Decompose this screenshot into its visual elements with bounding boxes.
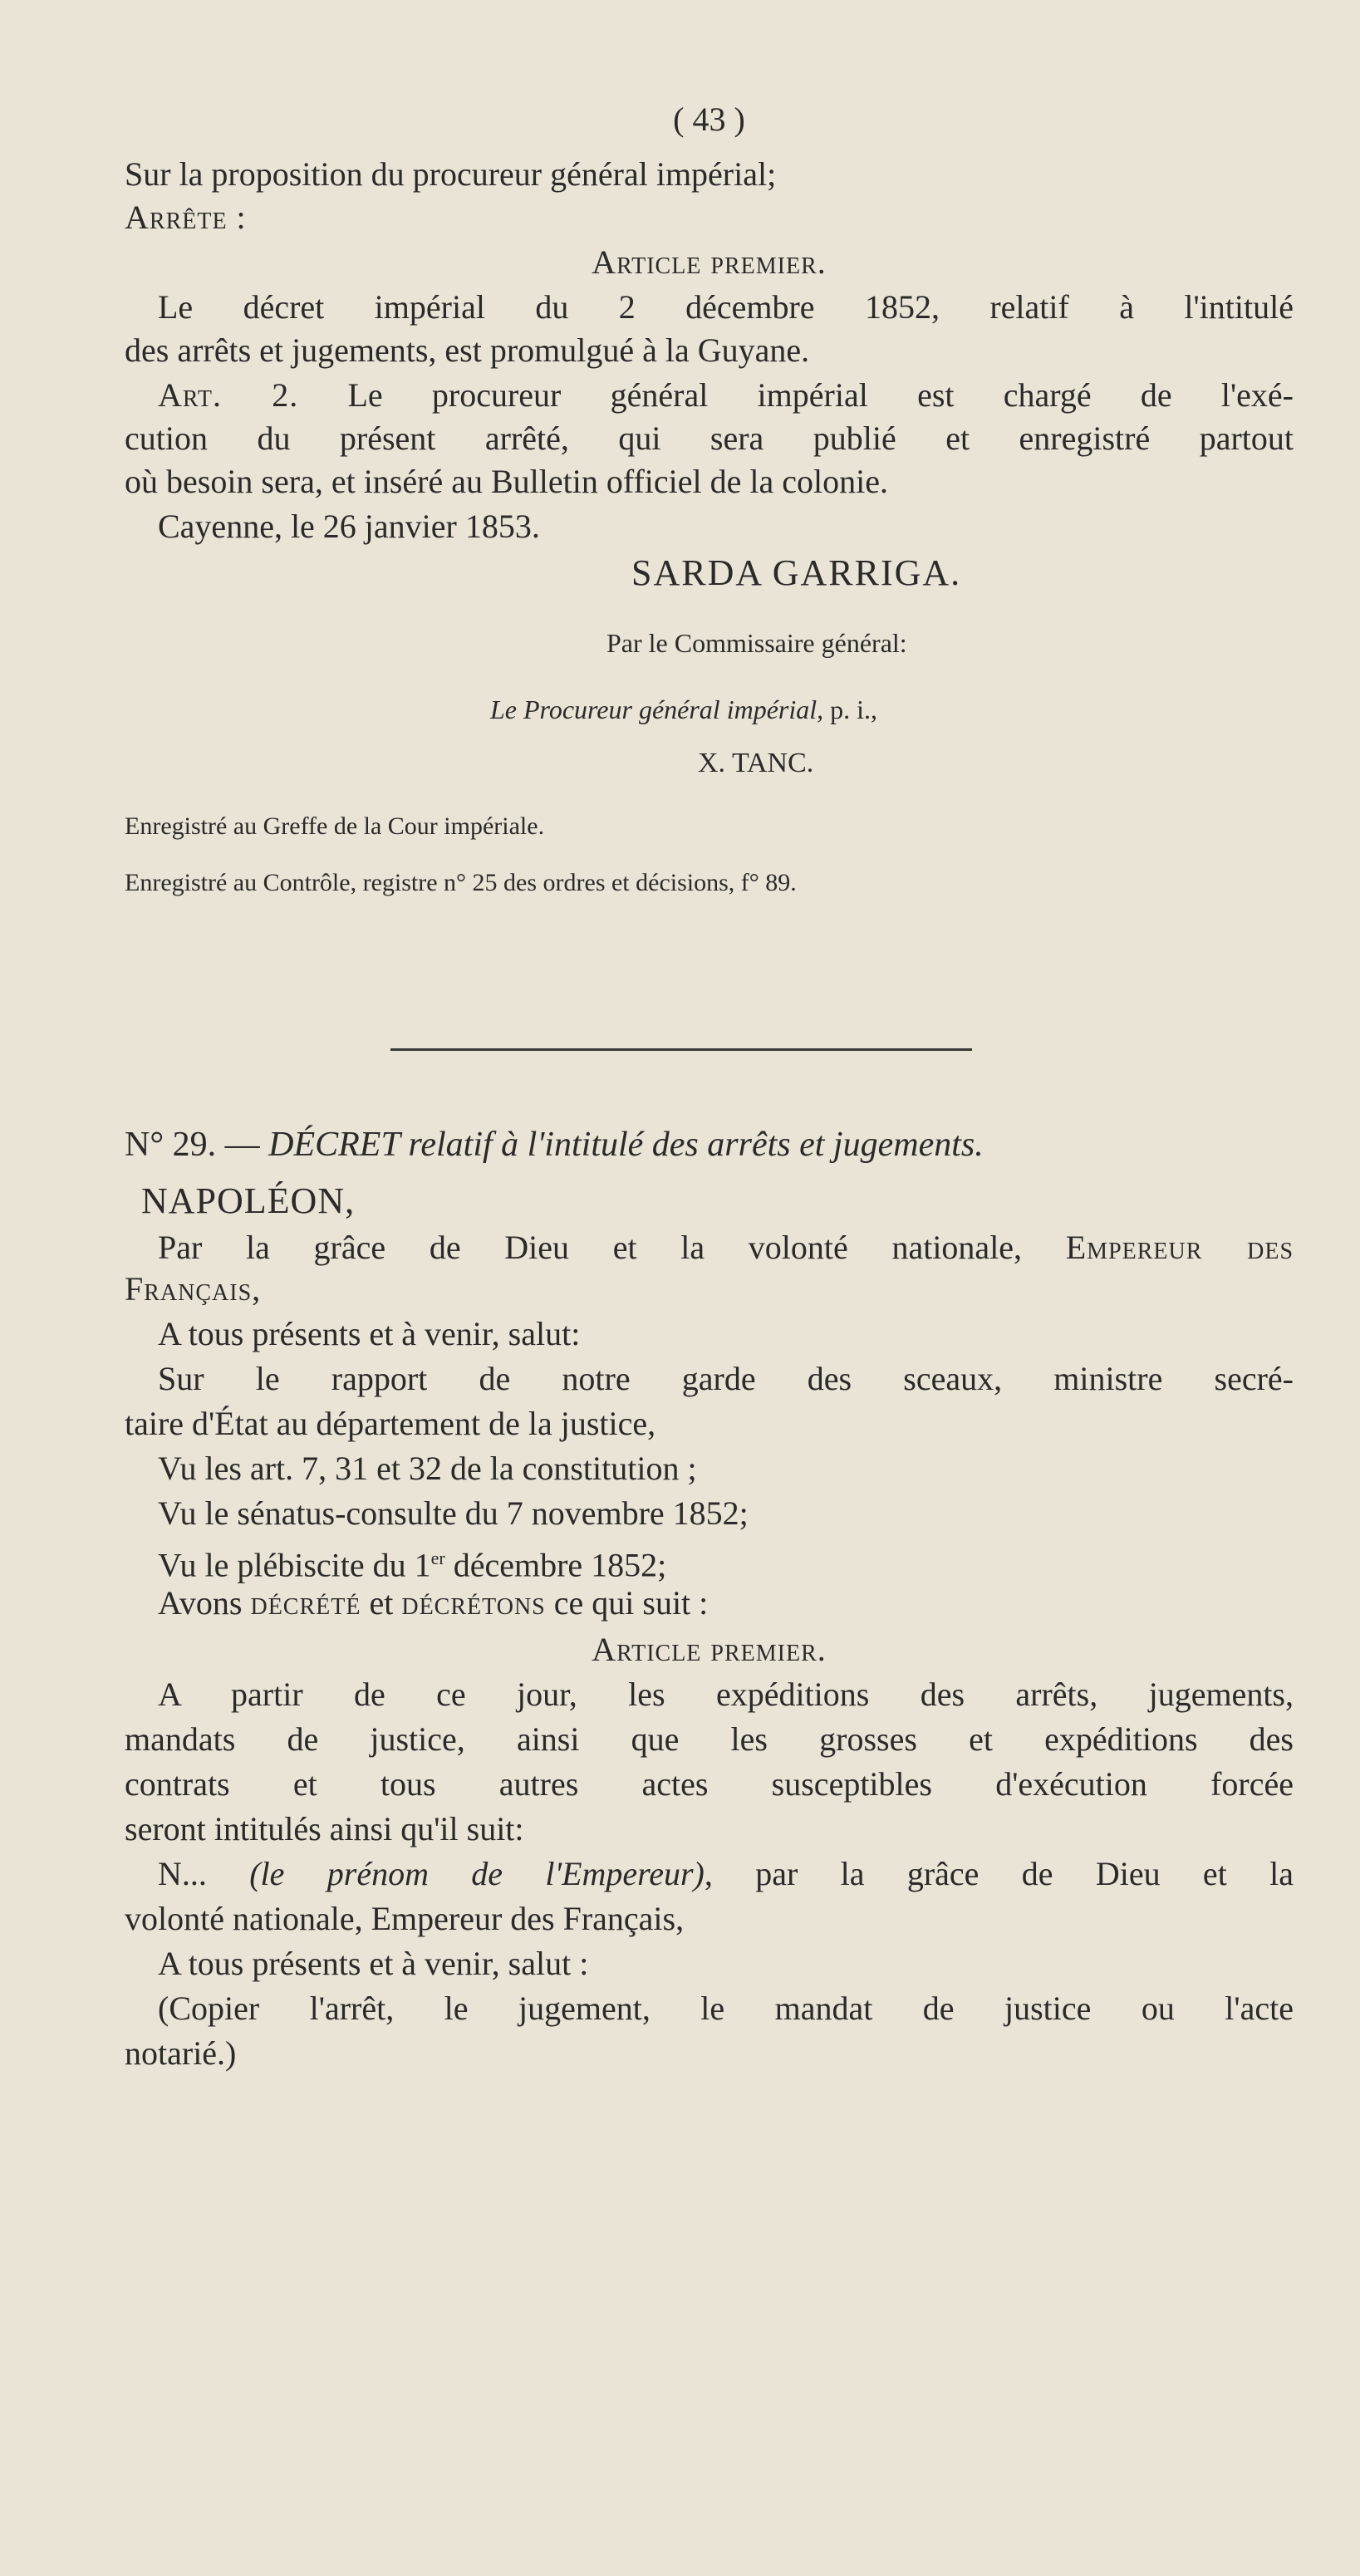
empereur-text: Empereur des xyxy=(1065,1229,1294,1266)
section-divider xyxy=(390,1048,972,1051)
text-line: contrats et tous autres actes susceptibles d'exécution forcée xyxy=(125,1765,1294,1803)
decree-title: DÉCRET relatif à l'intitulé des arrêts et jugements. xyxy=(268,1126,984,1164)
text-line: Vu les art. 7, 31 et 32 de la constitution ; xyxy=(158,1450,697,1487)
text-span: Le procureur général impérial est chargé de l'exé- xyxy=(298,376,1294,414)
article-premier-heading-2: Article premier. xyxy=(592,1631,827,1668)
text-line: Français, xyxy=(125,1270,262,1308)
arrete-heading: Arrête : xyxy=(125,199,247,236)
article-premier-heading: Article premier. xyxy=(592,243,827,281)
text-line xyxy=(158,374,1294,417)
decretons-text: décrétons xyxy=(401,1584,546,1622)
text-line: Vu le sénatus-consulte du 7 novembre 1852; xyxy=(158,1494,749,1532)
pi-text: p. i., xyxy=(823,694,878,724)
text-span: ce qui suit : xyxy=(545,1584,709,1622)
par-le-line: Par le Commissaire général: xyxy=(606,628,907,658)
text-line: notarié.) xyxy=(125,2034,237,2072)
text-line xyxy=(158,1537,1294,1587)
text-line: cution du présent arrêté, qui sera publié et enregistré partout xyxy=(125,420,1294,457)
napoleon-heading: NAPOLÉON, xyxy=(141,1180,356,1221)
italic-span: (le prénom de l'Empereur) xyxy=(249,1855,705,1892)
text-line: où besoin sera, et inséré au Bulletin officiel de la colonie. xyxy=(125,463,888,500)
text-span: Avons xyxy=(158,1584,251,1622)
text-line: mandats de justice, ainsi que les grosses et expéditions des xyxy=(125,1720,1294,1758)
text-span: , par la grâce de Dieu et la xyxy=(704,1855,1294,1892)
text-line: taire d'État au département de la justice, xyxy=(125,1405,656,1442)
text-span: et xyxy=(361,1584,402,1622)
text-span: Par la grâce de Dieu et la volonté nationale, xyxy=(158,1229,1066,1266)
text-span: N... xyxy=(158,1855,250,1892)
tanc-signature: X. TANC. xyxy=(698,748,814,778)
art-label: Art. 2. xyxy=(158,376,299,414)
superscript: er xyxy=(430,1548,445,1568)
text-line: Sur la proposition du procureur général impérial; xyxy=(125,155,777,193)
text-line xyxy=(158,1582,1294,1625)
decree-number: N° 29. — xyxy=(125,1126,269,1164)
page-number: ( 43 ) xyxy=(673,101,745,138)
text-line: des arrêts et jugements, est promulgué à la Guyane. xyxy=(125,331,810,369)
text-line: Sur le rapport de notre garde des sceaux, ministre secré- xyxy=(158,1360,1294,1397)
text-line: A partir de ce jour, les expéditions des arrêts, jugements, xyxy=(158,1676,1294,1713)
text-line: A tous présents et à venir, salut: xyxy=(158,1315,581,1352)
text-line xyxy=(158,1226,1294,1269)
enregistre-controle: Enregistré au Contrôle, registre n° 25 des ordres et décisions, f° 89. xyxy=(125,869,797,896)
text-line: volonté nationale, Empereur des Français, xyxy=(125,1900,685,1937)
enregistre-greffe: Enregistré au Greffe de la Cour impériale. xyxy=(125,812,545,840)
procureur-line xyxy=(490,694,1294,725)
text-line: A tous présents et à venir, salut : xyxy=(158,1945,589,1982)
text-line xyxy=(158,1852,1294,1896)
text-span: Vu le plébiscite du 1 xyxy=(158,1546,431,1584)
signature: SARDA GARRIGA. xyxy=(631,552,962,593)
procureur-title: Le Procureur général impérial, xyxy=(490,694,824,724)
text-line: (Copier l'arrêt, le jugement, le mandat de justice ou l'acte xyxy=(158,1990,1294,2027)
text-span: décembre 1852; xyxy=(444,1546,667,1584)
text-line: seront intitulés ainsi qu'il suit: xyxy=(125,1810,524,1847)
decrete-text: décrété xyxy=(250,1584,361,1622)
date-line: Cayenne, le 26 janvier 1853. xyxy=(158,508,540,545)
text-line: Le décret impérial du 2 décembre 1852, relatif à l'intitulé xyxy=(158,288,1294,326)
decree-title-line xyxy=(125,1123,1294,1166)
